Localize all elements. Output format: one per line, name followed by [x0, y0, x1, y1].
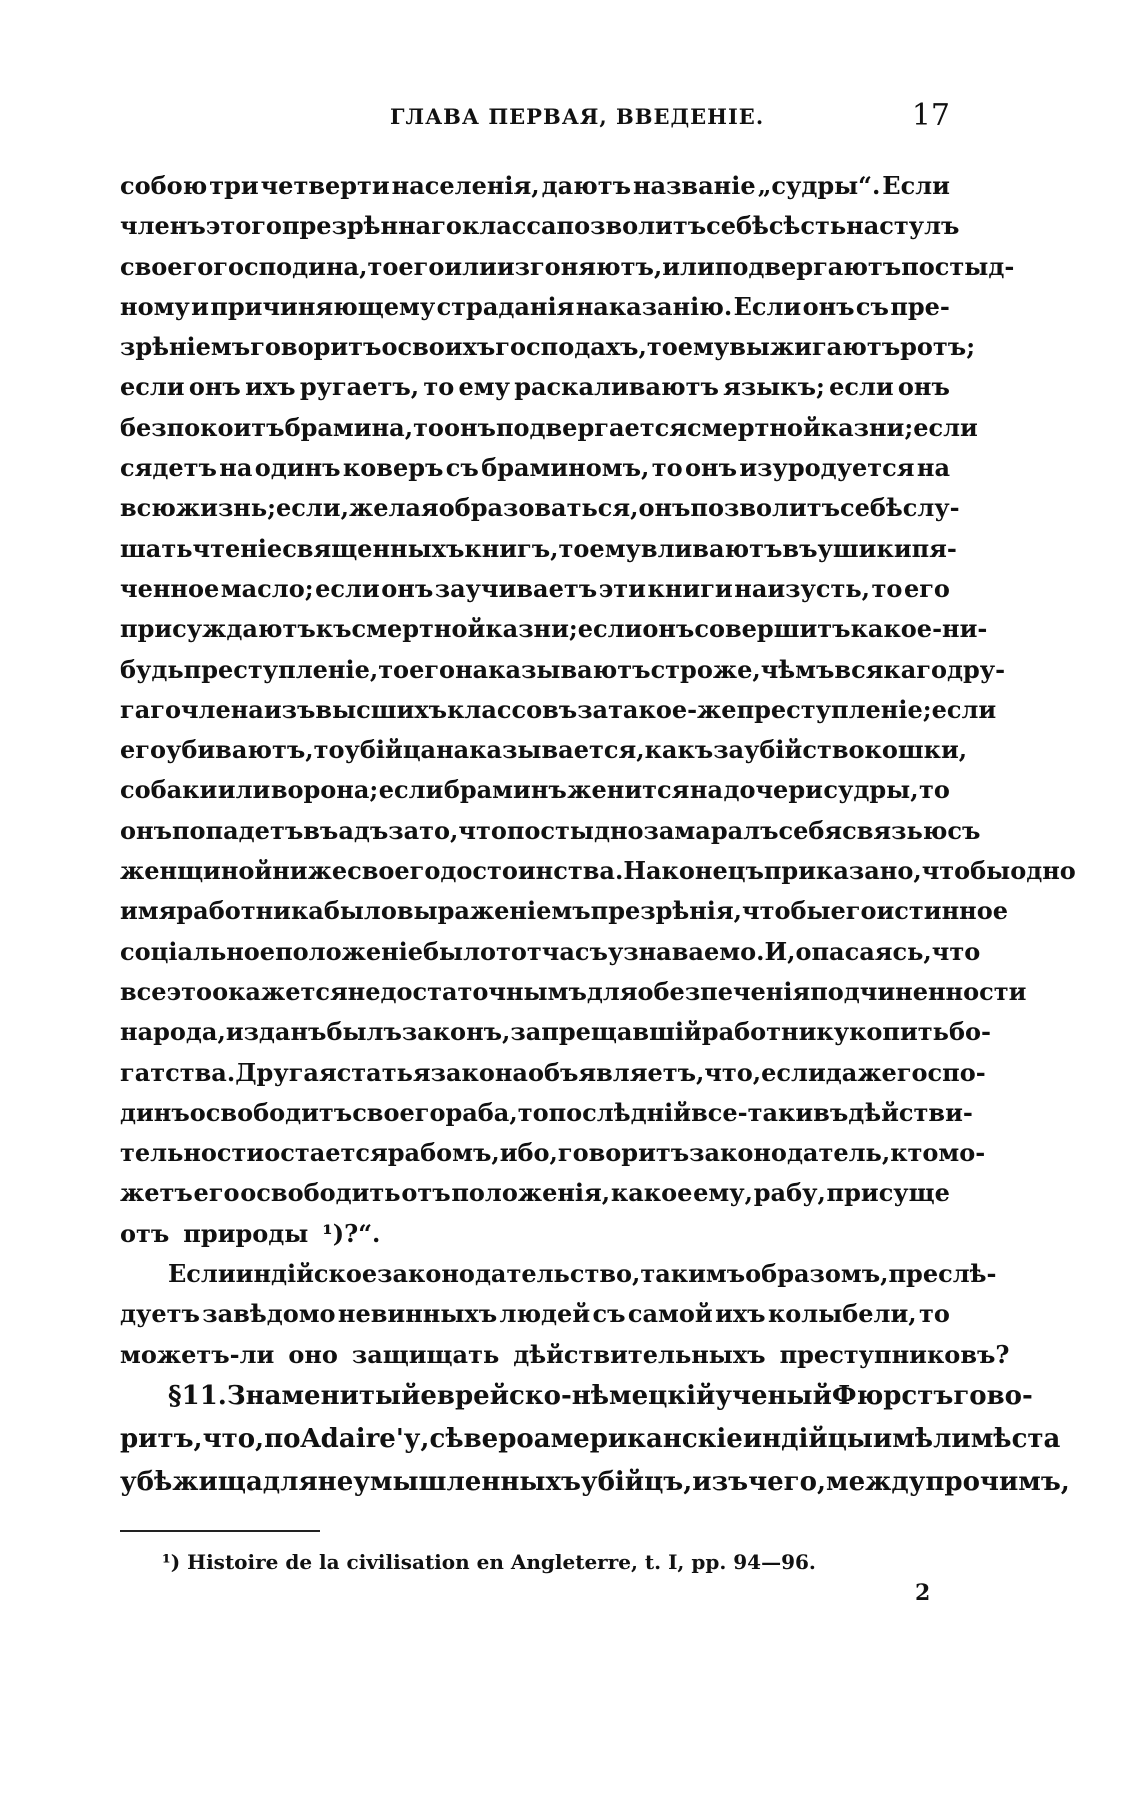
- footnote-divider: [120, 1530, 320, 1532]
- text-line: всю жизнь; если, желая образоваться, онъ позволитъ себѣ слу-: [120, 493, 960, 523]
- text-line: можетъ-ли оно защищать дѣйствительныхъ преступниковъ?: [120, 1339, 1010, 1369]
- paragraph-1: [120, 166, 1076, 1254]
- text-line: гаго члена изъ высшихъ классовъ за такое-же преступленіе; если: [120, 694, 997, 724]
- text-line: своего господина, то его или изгоняютъ, или подвергаютъ постыд-: [120, 251, 1015, 281]
- text-line: динъ освободитъ своего раба, то послѣдній все-таки въ дѣйстви-: [120, 1097, 973, 1127]
- text-line: если онъ ихъ ругаетъ, то ему раскаливаютъ языкъ; если онъ: [120, 372, 950, 402]
- text-line: членъ этого презрѣннаго класса позволитъ себѣ сѣсть на стулъ: [120, 211, 960, 241]
- text-line: присуждаютъ къ смертной казни; если онъ совершитъ какое-ни-: [120, 614, 988, 644]
- page-number: 17: [911, 98, 950, 133]
- text-line: дуетъ завѣдомо невинныхъ людей съ самой ихъ колыбели, то: [120, 1299, 950, 1329]
- text-line: зрѣніемъ говоритъ о своихъ господахъ, то ему выжигаютъ ротъ;: [120, 332, 976, 362]
- text-line: шать чтеніе священныхъ книгъ, то ему вливаютъ въ уши кипя-: [120, 533, 957, 563]
- text-line: отъ природы ¹)?“.: [120, 1218, 381, 1248]
- text-line: Если индійское законодательство, такимъ образомъ, преслѣ-: [168, 1259, 997, 1289]
- text-line: соціальное положеніе было тотчасъ узнаваемо. И, опасаясь, что: [120, 936, 981, 966]
- text-line: сядетъ на одинъ коверъ съ браминомъ, то онъ изуродуется на: [120, 453, 950, 483]
- text-line: собою три четверти населенія, даютъ названіе „судры“. Если: [120, 171, 950, 200]
- running-head: [120, 98, 950, 138]
- text-line: тельности остается рабомъ, ибо, говоритъ законодатель, кто мо-: [120, 1138, 986, 1168]
- text-line: все это окажется недостаточнымъ для обезпеченія подчиненности: [120, 976, 1027, 1006]
- text-line: ритъ, что, по Adaire'у, сѣвероамериканскіе индійцы имѣли мѣста: [120, 1423, 1061, 1454]
- running-title: ГЛАВА ПЕРВАЯ, ВВЕДЕНІЕ.: [390, 104, 765, 129]
- paragraph-2: [120, 1254, 1010, 1375]
- text-line: гатства. Другая статья закона объявляетъ, что, если даже госпо-: [120, 1057, 986, 1087]
- text-line: ченное масло; если онъ заучиваетъ эти книги наизусть, то его: [120, 573, 950, 603]
- text-line: жетъ его освободить отъ положенія, какое ему, рабу, присуще: [120, 1178, 950, 1208]
- text-line: онъ попадетъ въ адъ за то, что постыдно замаралъ себя связью съ: [120, 815, 981, 845]
- text-line: безпокоитъ брамина, то онъ подвергается смертной казни; если: [120, 412, 978, 442]
- text-line: народа, изданъ былъ законъ, запрещавшій работнику копить бо-: [120, 1017, 991, 1047]
- body-text: [120, 166, 1076, 1504]
- text-line: его убиваютъ, то убійца наказывается, какъ за убійство кошки,: [120, 735, 968, 765]
- text-line: имя работника было выраженіемъ презрѣнія, чтобы его истинное: [120, 896, 1008, 926]
- text-line: убѣжища для неумышленныхъ убійцъ, изъ чего, между прочимъ,: [120, 1466, 1070, 1497]
- text-line: § 11. Знаменитый еврейско-нѣмецкій ученый Фюрстъ гово-: [168, 1380, 1033, 1411]
- text-line: ному и причиняющему страданія наказанію. Если онъ съ пре-: [120, 291, 950, 321]
- text-line: женщиной ниже своего достоинства. Наконецъ приказано, чтобы одно: [120, 856, 1076, 886]
- paragraph-3-section-11: [120, 1375, 1070, 1504]
- footnote: ¹) Histoire de la civilisation en Angleterre, t. I, pp. 94—96.: [162, 1550, 816, 1574]
- text-line: собаки или ворона; если браминъ женится на дочери судры, то: [120, 775, 950, 805]
- signature-mark: 2: [915, 1580, 931, 1606]
- text-line: будь преступленіе, то его наказываютъ строже, чѣмъ всякаго дру-: [120, 654, 1006, 684]
